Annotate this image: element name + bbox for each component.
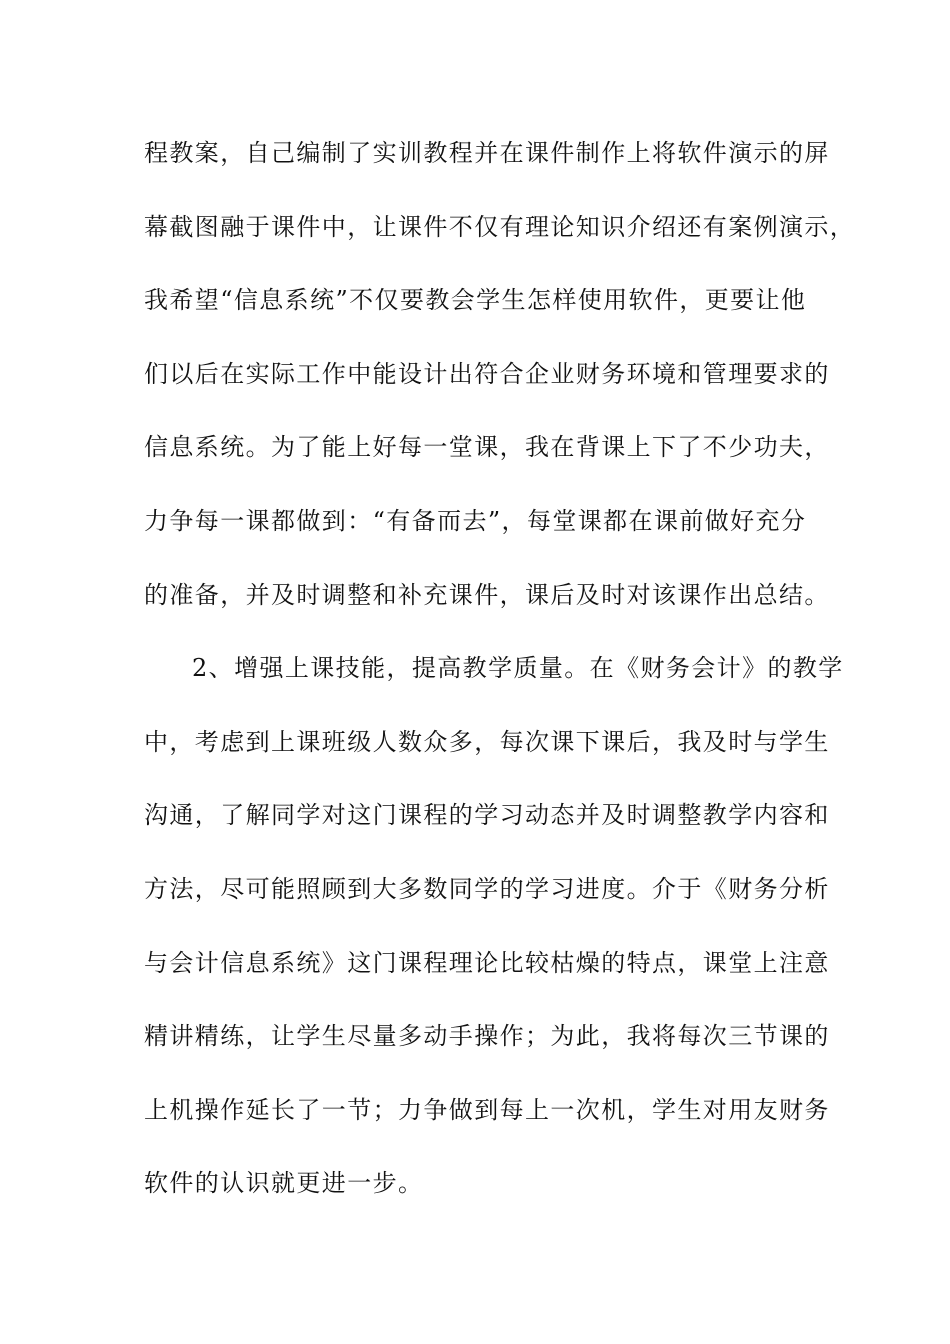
text-line: 幕截图融于课件中，让课件不仅有理论知识介绍还有案例演示， [144,212,856,241]
text-line: 精讲精练，让学生尽量多动手操作；为此，我将每次三节课的 [144,1022,830,1051]
text-line: 信息系统。为了能上好每一堂课，我在背课上下了不少功夫， [144,433,830,462]
text-line: 软件的认识就更进一步。 [144,1169,424,1198]
text-line: 方法，尽可能照顾到大多数同学的学习进度。介于《财务分析 [144,874,830,903]
text-line: 们以后在实际工作中能设计出符合企业财务环境和管理要求的 [144,359,830,388]
text-line: 与会计信息系统》这门课程理论比较枯燥的特点，课堂上注意 [144,948,830,977]
text-line: 沟通，了解同学对这门课程的学习动态并及时调整教学内容和 [144,801,830,830]
text-line: 上机操作延长了一节；力争做到每上一次机，学生对用友财务 [144,1095,830,1124]
paragraph-start-line: 2、增强上课技能，提高教学质量。在《财务会计》的教学 [192,654,844,683]
text-line: 的准备，并及时调整和补充课件，课后及时对该课作出总结。 [144,580,830,609]
text-line: 中，考虑到上课班级人数众多，每次课下课后，我及时与学生 [144,727,830,756]
text-line: 程教案，自己编制了实训教程并在课件制作上将软件演示的屏 [144,139,830,167]
document-body [144,132,856,1236]
text-line: 力争每一课都做到：“有备而去”，每堂课都在课前做好充分 [144,506,807,535]
text-line: 我希望“信息系统”不仅要教会学生怎样使用软件，更要让他 [144,286,807,315]
